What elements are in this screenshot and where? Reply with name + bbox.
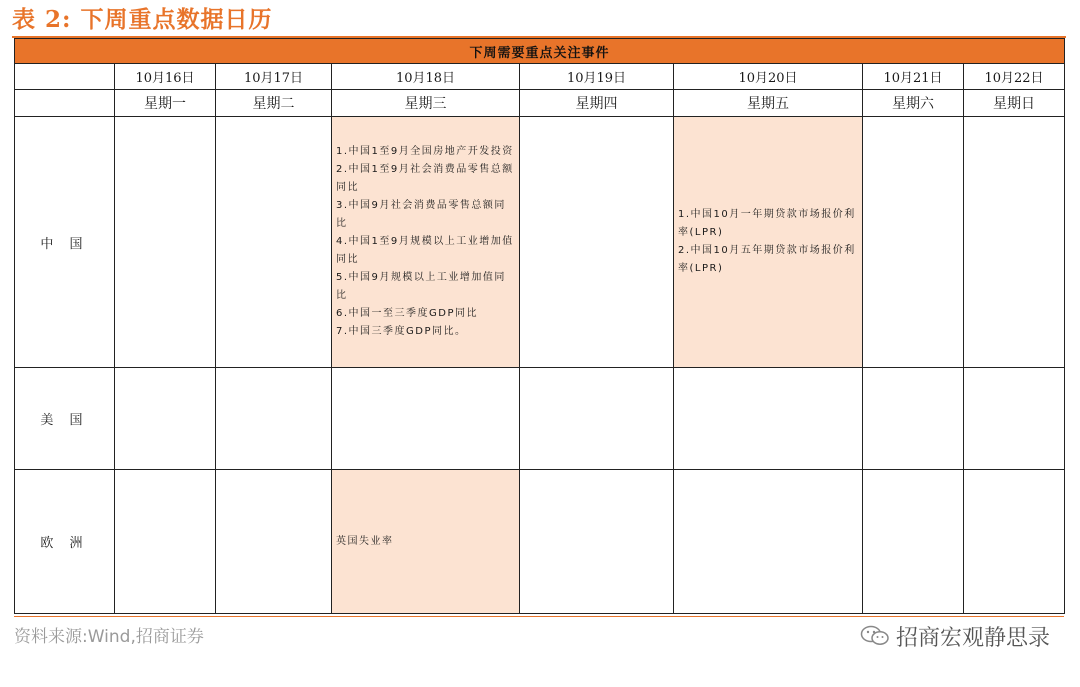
weekday-sat: 星期六 — [863, 90, 964, 117]
source-note: 资料来源:Wind,招商证券 — [14, 627, 204, 647]
event-cell — [964, 470, 1065, 614]
event-cell — [115, 117, 216, 367]
weekday-fri: 星期五 — [674, 90, 863, 117]
event-cell — [674, 367, 863, 470]
date-tue: 10月17日 — [216, 64, 332, 90]
list-item: 4.中国1至9月规模以上工业增加值同比 — [336, 236, 514, 266]
date-sun: 10月22日 — [964, 64, 1065, 90]
date-fri: 10月20日 — [674, 64, 863, 90]
weekday-tue: 星期二 — [216, 90, 332, 117]
event-cell — [520, 470, 674, 614]
list-item: 6.中国一至三季度GDP同比 — [336, 308, 479, 320]
list-item: 1.中国10月一年期贷款市场报价利率(LPR) — [678, 209, 856, 239]
table-row — [15, 117, 1065, 367]
weekday-sun: 星期日 — [964, 90, 1065, 117]
date-sat: 10月21日 — [863, 64, 964, 90]
table-row — [15, 470, 1065, 614]
region-label-china: 中 国 — [15, 117, 115, 367]
event-cell — [216, 117, 332, 367]
table-row — [15, 367, 1065, 470]
weekday-wed: 星期三 — [332, 90, 520, 117]
corner-cell — [15, 90, 115, 117]
event-cell — [520, 117, 674, 367]
list-item: 3.中国9月社会消费品零售总额同比 — [336, 200, 506, 230]
event-cell-europe-wed — [332, 470, 520, 614]
event-cell — [863, 367, 964, 470]
event-list — [678, 206, 858, 278]
event-cell — [863, 470, 964, 614]
weekday-thu: 星期四 — [520, 90, 674, 117]
event-cell — [332, 367, 520, 470]
region-label-us: 美 国 — [15, 367, 115, 470]
date-thu: 10月19日 — [520, 64, 674, 90]
data-calendar-table — [14, 38, 1065, 614]
footer-divider — [14, 616, 1064, 617]
weekday-mon: 星期一 — [115, 90, 216, 117]
list-item: 5.中国9月规模以上工业增加值同比 — [336, 272, 506, 302]
event-cell — [216, 367, 332, 470]
event-cell — [520, 367, 674, 470]
brand-name: 招商宏观静思录 — [895, 625, 1050, 651]
date-mon: 10月16日 — [115, 64, 216, 90]
date-wed: 10月18日 — [332, 64, 520, 90]
event-cell — [964, 367, 1065, 470]
event-cell — [115, 367, 216, 470]
event-cell — [964, 117, 1065, 367]
corner-cell — [15, 64, 115, 90]
list-item: 7.中国三季度GDP同比。 — [336, 326, 467, 338]
event-cell — [674, 470, 863, 614]
list-item: 1.中国1至9月全国房地产开发投资 — [336, 146, 514, 158]
region-label-europe: 欧 洲 — [15, 470, 115, 614]
event-cell — [115, 470, 216, 614]
event-list — [336, 143, 515, 341]
list-item: 2.中国10月五年期贷款市场报价利率(LPR) — [678, 245, 856, 275]
event-list — [336, 533, 515, 551]
list-item: 2.中国1至9月社会消费品零售总额同比 — [336, 164, 514, 194]
wechat-icon — [860, 624, 890, 648]
event-cell — [863, 117, 964, 367]
event-cell-china-fri — [674, 117, 863, 367]
brand-watermark — [860, 620, 1050, 652]
event-cell — [216, 470, 332, 614]
table-title: 表 2: 下周重点数据日历 — [12, 6, 273, 33]
event-cell-china-wed — [332, 117, 520, 367]
list-item: 英国失业率 — [336, 535, 394, 547]
table-banner: 下周需要重点关注事件 — [15, 39, 1065, 64]
